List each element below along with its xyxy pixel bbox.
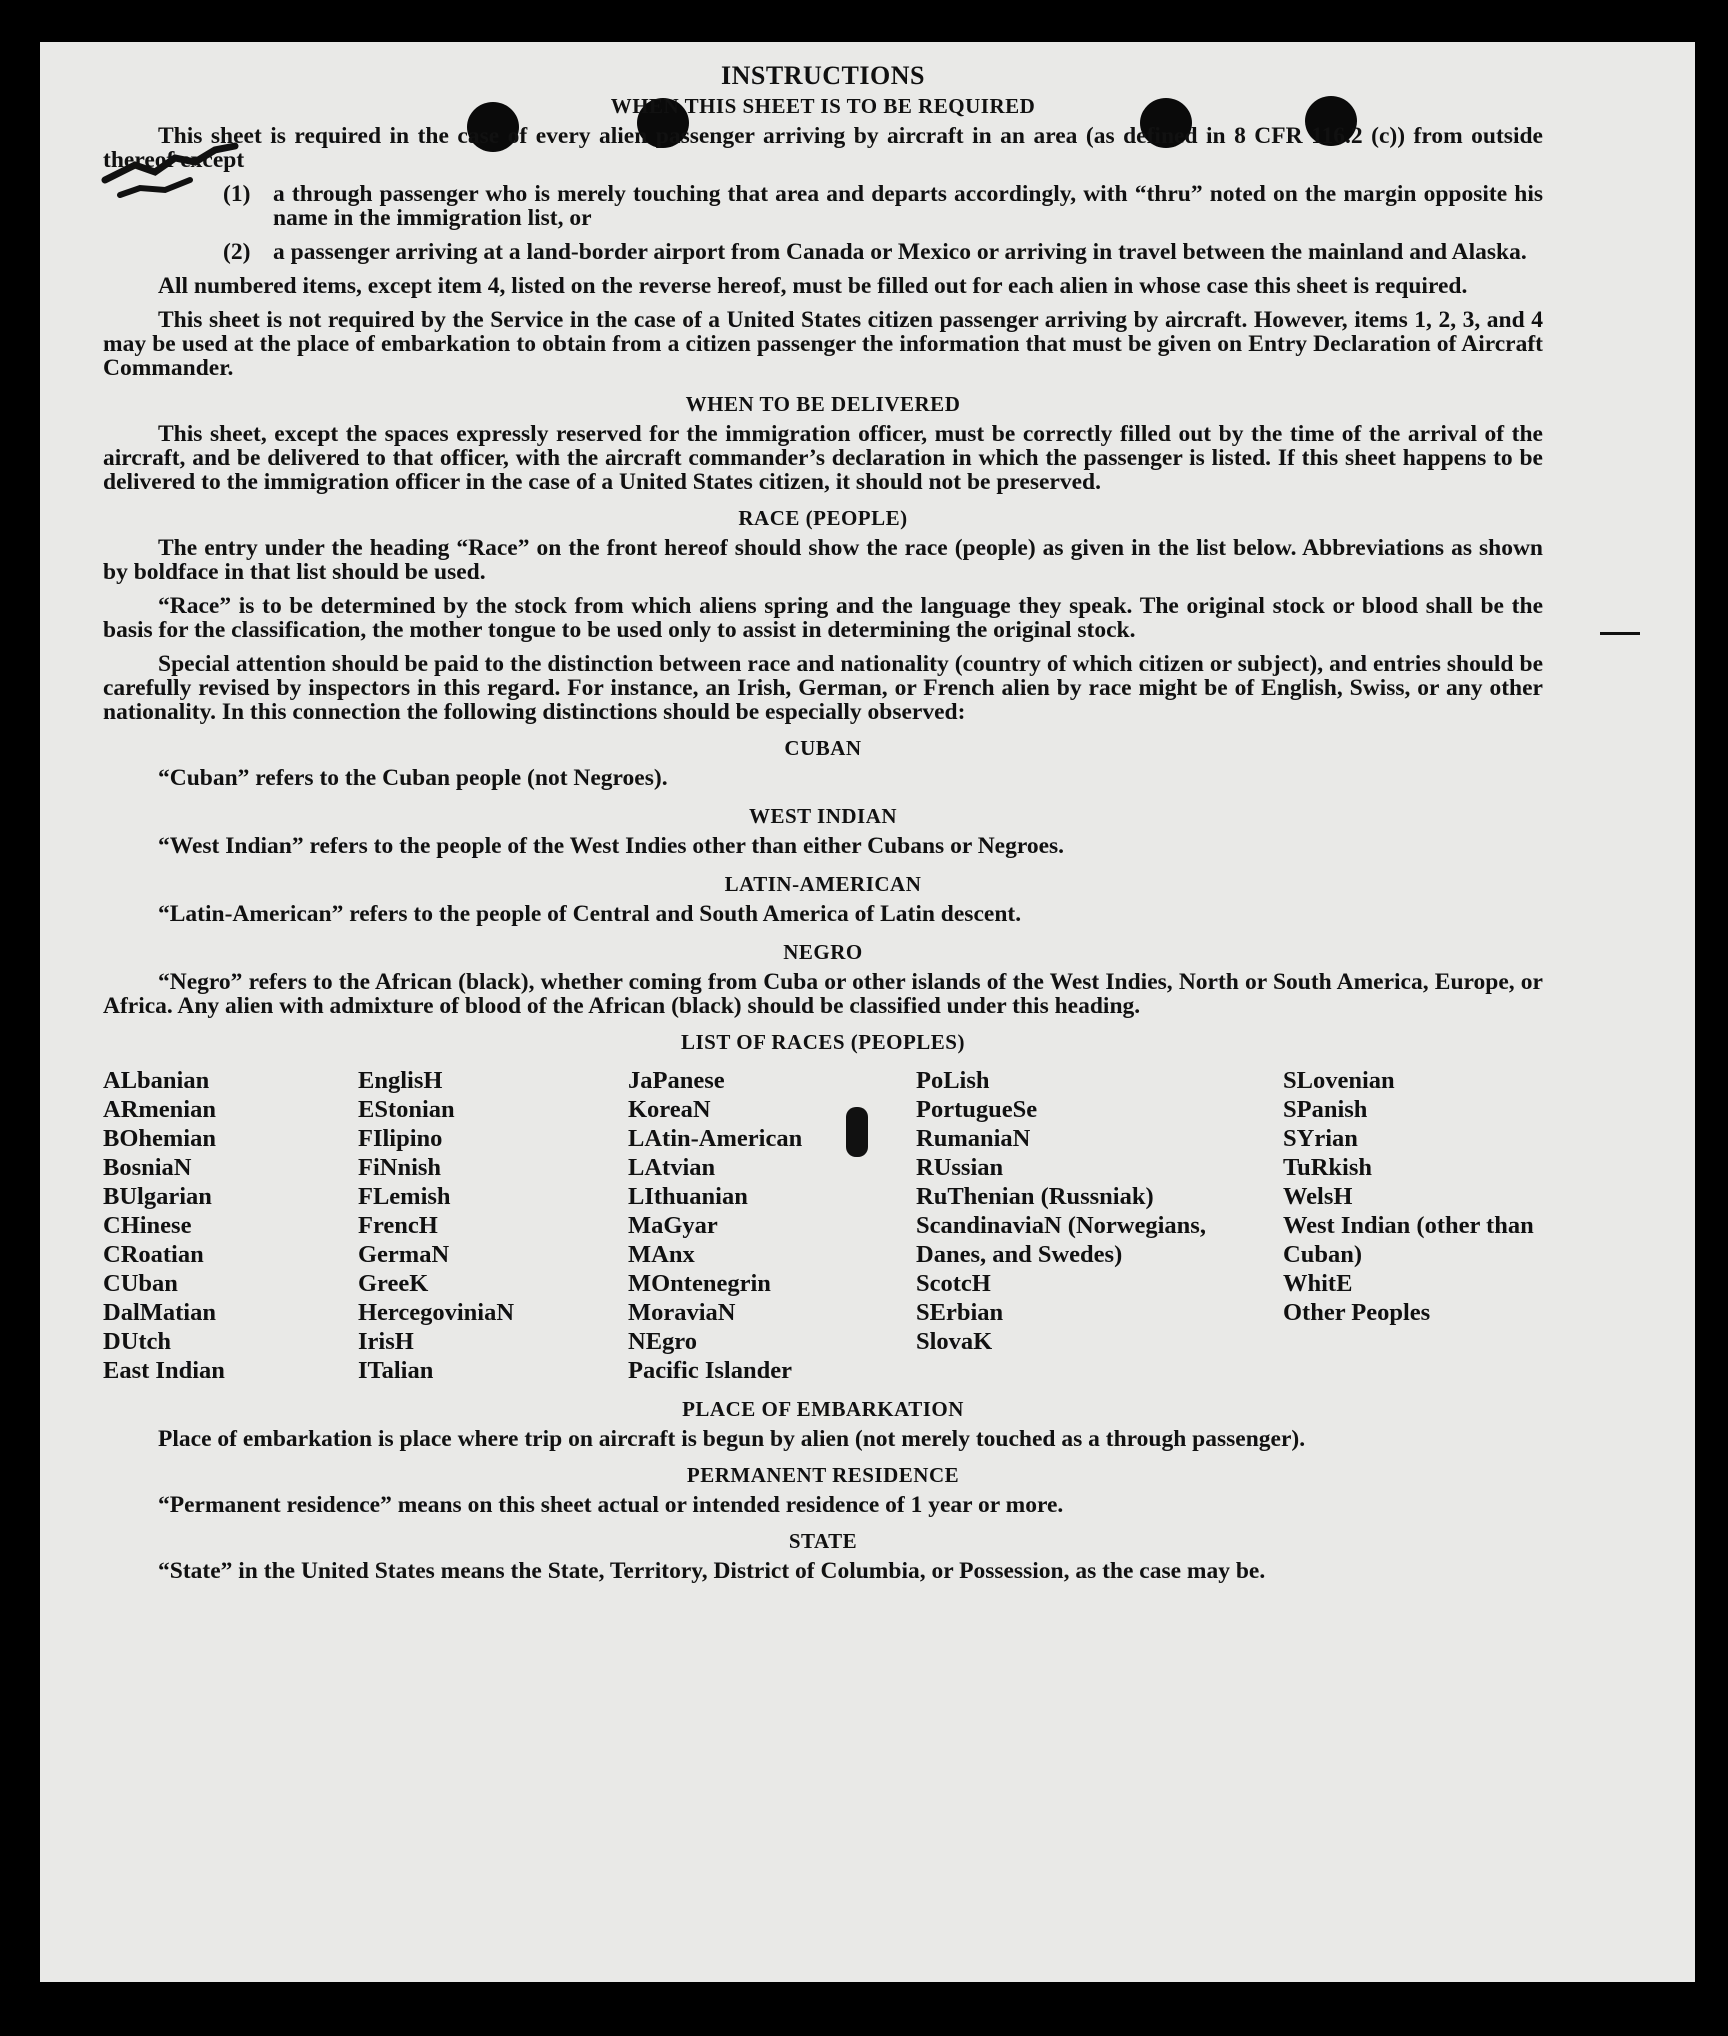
race-entry: CRoatian — [103, 1241, 204, 1268]
instructions-text — [103, 61, 1543, 1593]
race-list — [103, 1066, 1543, 1385]
paragraph: All numbered items, except item 4, listed on the reverse hereof, must be filled out for each alien in whose case this sheet is required. — [158, 273, 1468, 299]
paragraph: “Negro” refers to the African (black), whether coming from Cuba or other islands of the West Indies, North or South America, Europe, or Africa. Any alien with admixture of blood of the African (black) should be classified under this heading. — [103, 969, 1543, 1019]
race-entry: West Indian (other than Cuban) — [1283, 1212, 1534, 1268]
race-column — [1283, 1066, 1543, 1385]
heading-state: STATE — [788, 1529, 858, 1553]
paragraph: “Permanent residence” means on this sheet actual or intended residence of 1 year or more. — [158, 1492, 1064, 1518]
race-entry: GreeK — [358, 1270, 429, 1297]
page-title: INSTRUCTIONS — [721, 61, 925, 90]
race-entry: MaGyar — [628, 1212, 718, 1239]
race-entry: SPanish — [1283, 1096, 1368, 1123]
paragraph: Special attention should be paid to the distinction between race and nationality (country of which citizen or subject), and entries should be carefully revised by inspectors in this regard. For instance, an Irish, German, or French alien by race might be of English, Swiss, or any other nationality. In this connection the following distinctions should be especially observed: — [103, 651, 1543, 725]
race-entry: ScandinaviaN (Norwegians, Danes, and Swedes) — [916, 1212, 1206, 1268]
heading-race: RACE (PEOPLE) — [738, 506, 908, 530]
race-entry: LIthuanian — [628, 1183, 748, 1210]
definition: “Latin-American” refers to the people of Central and South America of Latin descent. — [158, 901, 1022, 927]
paragraph: This sheet is required in the case of every alien passenger arriving by aircraft in an area (as defined in 8 CFR 116.2 (c)) from outside thereof except — [103, 123, 1543, 173]
race-entry: BUlgarian — [103, 1183, 212, 1210]
race-entry: RumaniaN — [916, 1125, 1031, 1152]
race-entry: ARmenian — [103, 1096, 216, 1123]
race-entry: EnglisH — [358, 1067, 443, 1094]
race-entry: SYrian — [1283, 1125, 1358, 1152]
paragraph: “State” in the United States means the State, Territory, District of Columbia, or Possession, as the case may be. — [158, 1558, 1266, 1584]
race-entry: RUssian — [916, 1154, 1004, 1181]
race-entry: WelsH — [1283, 1183, 1353, 1210]
race-entry: KoreaN — [628, 1096, 711, 1123]
item-text: a passenger arriving at a land-border airport from Canada or Mexico or arriving in travel between the mainland and Alaska. — [273, 239, 1527, 265]
heading-list-of-races: LIST OF RACES (PEOPLES) — [681, 1030, 965, 1054]
definition: “West Indian” refers to the people of the West Indies other than either Cubans or Negroes. — [158, 833, 1065, 859]
race-entry: BOhemian — [103, 1125, 216, 1152]
race-column — [358, 1066, 628, 1385]
race-entry: PoLish — [916, 1067, 990, 1094]
race-column — [103, 1066, 358, 1385]
scan-mark — [1600, 632, 1640, 635]
race-entry: CHinese — [103, 1212, 192, 1239]
race-entry: RuThenian (Russniak) — [916, 1183, 1154, 1210]
heading-latin-american: LATIN-AMERICAN — [724, 872, 922, 896]
heading-embarkation: PLACE OF EMBARKATION — [682, 1397, 964, 1421]
heading-west-indian: WEST INDIAN — [748, 804, 898, 828]
race-entry: CUban — [103, 1270, 178, 1297]
item-number: (1) — [223, 181, 251, 207]
race-entry: ALbanian — [103, 1067, 210, 1094]
race-entry: WhitE — [1283, 1270, 1353, 1297]
race-entry: SLovenian — [1283, 1067, 1395, 1094]
exception-item — [103, 182, 1543, 230]
race-entry: FrencH — [358, 1212, 438, 1239]
race-entry: FiNnish — [358, 1154, 442, 1181]
race-entry: NEgro — [628, 1328, 697, 1355]
item-text: a through passenger who is merely touching that area and departs accordingly, with “thru” noted on the margin opposite his name in the immigration list, or — [273, 181, 1543, 231]
heading-cuban: CUBAN — [784, 736, 862, 760]
race-entry: ScotcH — [916, 1270, 991, 1297]
paragraph: The entry under the heading “Race” on the front hereof should show the race (people) as given in the list below. Abbreviations as shown by boldface in that list should be used. — [103, 535, 1543, 585]
paragraph: This sheet, except the spaces expressly reserved for the immigration officer, must be correctly filled out by the time of the arrival of the aircraft, and be delivered to that officer, with the aircraft commander’s declaration in which the passenger is listed. If this sheet happens to be delivered to the immigration officer in the case of a United States citizen, it should not be preserved. — [103, 421, 1543, 495]
race-entry: LAtvian — [628, 1154, 716, 1181]
race-entry: BosniaN — [103, 1154, 192, 1181]
item-number: (2) — [223, 239, 251, 265]
heading-residence: PERMANENT RESIDENCE — [686, 1463, 960, 1487]
paragraph: Place of embarkation is place where trip on aircraft is begun by alien (not merely touched as a through passenger). — [158, 1426, 1306, 1452]
paragraph: “Race” is to be determined by the stock from which aliens spring and the language they speak. The original stock or blood shall be the basis for the classification, the mother tongue to be used only to assist in determining the original stock. — [103, 593, 1543, 643]
race-entry: MOntenegrin — [628, 1270, 771, 1297]
heading-when-required: WHEN THIS SHEET IS TO BE REQUIRED — [610, 94, 1036, 118]
race-entry: FIlipino — [358, 1125, 443, 1152]
race-entry: IrisH — [358, 1328, 414, 1355]
race-entry: SErbian — [916, 1299, 1004, 1326]
race-column — [916, 1066, 1283, 1385]
race-entry: GermaN — [358, 1241, 450, 1268]
race-entry: HercegoviniaN — [358, 1299, 515, 1326]
heading-negro: NEGRO — [783, 940, 863, 964]
race-entry: Other Peoples — [1283, 1299, 1431, 1326]
race-entry: LAtin-American — [628, 1125, 803, 1152]
race-entry: MAnx — [628, 1241, 695, 1268]
race-column — [628, 1066, 916, 1385]
race-entry: MoraviaN — [628, 1299, 736, 1326]
definition: “Cuban” refers to the Cuban people (not Negroes). — [158, 765, 668, 791]
race-entry: EStonian — [358, 1096, 455, 1123]
heading-when-delivered: WHEN TO BE DELIVERED — [685, 392, 961, 416]
race-entry: JaPanese — [628, 1067, 725, 1094]
paragraph: This sheet is not required by the Service in the case of a United States citizen passenger arriving by aircraft. However, items 1, 2, 3, and 4 may be used at the place of embarkation to obtain from a citizen passenger the information that must be given on Entry Declaration of Aircraft Commander. — [103, 307, 1543, 381]
race-entry: SlovaK — [916, 1328, 993, 1355]
race-entry: DUtch — [103, 1328, 172, 1355]
race-entry: ITalian — [358, 1357, 434, 1384]
exception-item — [103, 240, 1543, 264]
race-entry: DalMatian — [103, 1299, 216, 1326]
race-entry: East Indian — [103, 1357, 225, 1384]
race-entry: Pacific Islander — [628, 1357, 792, 1384]
race-entry: FLemish — [358, 1183, 451, 1210]
race-entry: PortugueSe — [916, 1096, 1038, 1123]
race-entry: TuRkish — [1283, 1154, 1373, 1181]
